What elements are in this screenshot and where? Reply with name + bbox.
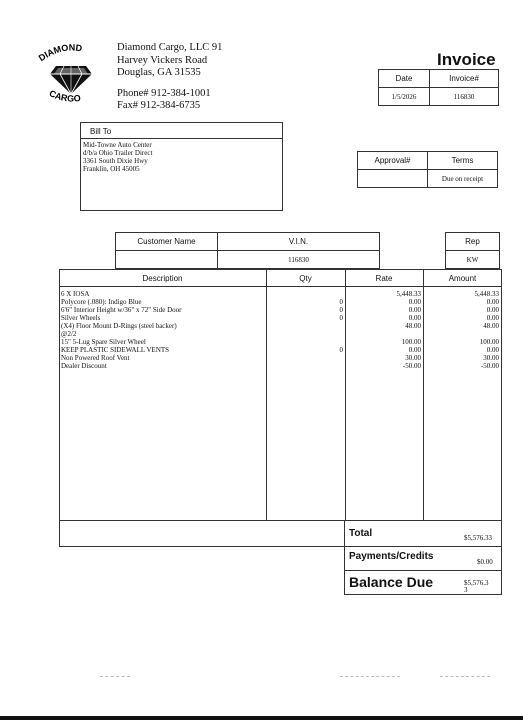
items-header-divider [59,286,502,287]
rep-table [445,232,500,269]
balance-due-value [464,580,489,594]
item-rate: 5,448.33 [396,290,421,298]
item-amount: 5,448.33 [474,290,499,298]
payments-label: Payments/Credits [349,551,434,562]
item-description: 6'6" Interior Height w/36" x 72" Side Door [61,306,182,314]
item-amount: 0.00 [486,306,499,314]
items-description-column [61,290,266,370]
item-description: Non Powered Roof Vent [61,354,130,362]
item-description: Dealer Discount [61,362,107,370]
item-amount [423,330,499,338]
item-description: @2/2 [61,330,77,338]
invoice-date: 1/5/2026 [379,88,430,106]
bill-to-line: Franklin, OH 45005 [83,165,140,173]
qty-header: Qty [299,274,312,283]
item-amount: 30.00 [483,354,499,362]
company-name: Diamond Cargo, LLC 91 [117,42,223,53]
amount-header: Amount [448,274,477,283]
totals-left-box [59,520,345,547]
bill-to-line: d/b/a Ohio Trailer Direct [83,149,153,157]
item-rate: 0.00 [408,298,421,306]
date-invoice-table [378,69,499,106]
item-description: 15" 5-Lug Spare Silver Wheel [61,338,146,346]
balance-due-value-line: $5,576.3 [464,579,489,587]
balance-due-value-line: 3 [464,586,468,594]
item-amount: 0.00 [486,346,499,354]
customer-vin-table [115,232,380,269]
scan-edge [0,716,523,720]
company-info [117,42,222,113]
svg-text:DIAMOND [37,42,83,63]
item-rate: 30.00 [405,354,421,362]
invoice-title: Invoice [437,50,496,69]
logo-top-text: DIAMOND [36,42,83,64]
item-qty [266,338,343,346]
item-amount: 48.00 [483,322,499,330]
item-description: (X4) Floor Mount D-Rings (steel backer) [61,322,177,330]
item-qty [266,330,343,338]
scan-artifact [440,676,490,677]
items-amount-column [423,290,499,370]
item-qty [266,322,343,330]
items-qty-column [266,290,343,370]
item-qty [266,354,343,362]
description-header: Description [142,274,183,283]
rep-header: Rep [446,233,500,251]
svg-text:CARGO [48,88,82,103]
approval-header: Approval# [358,152,428,170]
bill-to-address [83,141,152,173]
rep-value: KW [446,251,500,269]
item-amount: 0.00 [486,314,499,322]
rate-header: Rate [375,274,393,283]
total-value: $5,576.33 [464,534,492,542]
item-qty: 0 [339,298,343,306]
customer-name-header: Customer Name [116,233,218,251]
item-rate [345,330,421,338]
item-qty: 0 [339,314,343,322]
company-phone: Phone# 912-384-1001 [117,87,211,99]
bill-to-line: 3361 South Dixie Hwy [83,157,148,165]
scan-artifact [340,676,400,677]
bill-to-label: Bill To [90,127,112,136]
item-rate: 48.00 [405,322,421,330]
balance-due-label: Balance Due [349,574,434,590]
item-rate: -50.00 [402,362,421,370]
item-description: KEEP PLASTIC SIDEWALL VENTS [61,346,170,354]
invoice-number: 116830 [430,88,499,106]
total-label: Total [349,528,373,539]
customer-name-value [116,251,218,269]
logo-bottom-text: CARGO [47,88,82,104]
item-amount: -50.00 [480,362,499,370]
date-header: Date [379,70,430,88]
item-rate: 0.00 [408,346,421,354]
company-logo [30,40,112,108]
vin-header: V.I.N. [218,233,380,251]
item-qty: 0 [339,346,343,354]
payments-value: $0.00 [477,558,493,566]
terms-value: Due on receipt [428,170,498,188]
item-rate: 0.00 [408,306,421,314]
company-street: Harvey Vickers Road [117,54,208,66]
company-fax: Fax# 912-384-6735 [117,100,201,111]
item-qty [266,290,343,298]
item-description: Silver Wheels [61,314,101,322]
item-amount: 0.00 [486,298,499,306]
item-qty: 0 [339,306,343,314]
item-description: Polycore (.080): Indigo Blue [61,298,142,306]
company-city: Douglas, GA 31535 [117,67,201,78]
item-rate: 100.00 [401,338,421,346]
invoice-number-header: Invoice# [430,70,499,88]
approval-terms-table [357,151,498,188]
scan-artifact [100,676,130,677]
item-amount: 100.00 [479,338,499,346]
vin-value: 116830 [218,251,380,269]
bill-to-line: Mid-Towne Auto Center [83,141,152,149]
item-qty [266,362,343,370]
item-description: 6 X IOSA [61,290,90,298]
terms-header: Terms [428,152,498,170]
item-rate: 0.00 [408,314,421,322]
approval-value [358,170,428,188]
items-rate-column [345,290,421,370]
diamond-logo-icon [30,40,112,108]
